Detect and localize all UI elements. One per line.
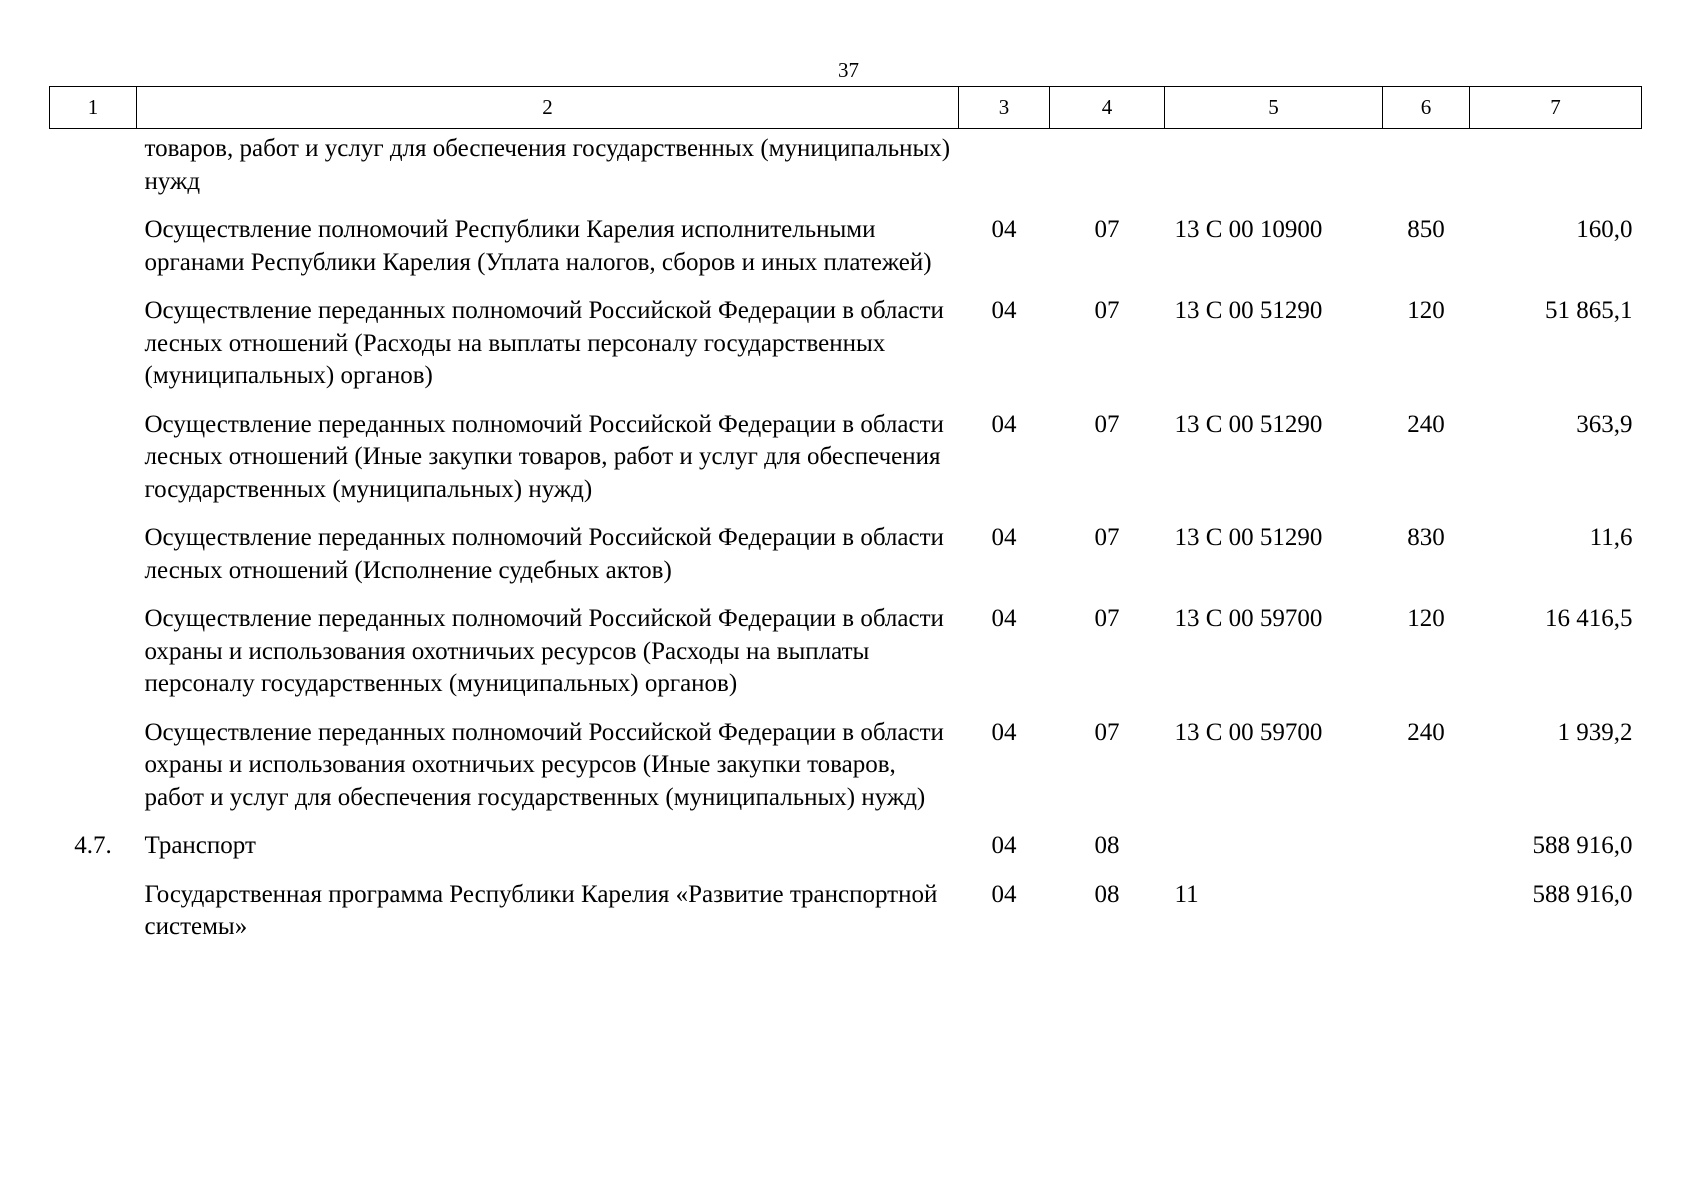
column-header-4: 4 [1050, 87, 1165, 129]
subsection-code: 07 [1094, 297, 1120, 324]
column-header-5: 5 [1165, 87, 1383, 129]
subsection-code: 07 [1094, 410, 1120, 438]
table-row [50, 214, 1642, 295]
expense-type-code [1383, 879, 1470, 960]
row-description: Осуществление переданных полномочий Российской Федерации в области охраны и использования охотничьих ресурсов (Иные закупки товаров, работ и услуг для обеспечения государственных (муниципальных) нужд) [144, 718, 944, 811]
row-description: Транспорт [144, 832, 256, 859]
row-amount: 51 865,1 [1545, 297, 1633, 324]
row-description: Осуществление полномочий Республики Карелия исполнительными органами Республики Карелия (Уплата налогов, сборов и иных платежей) [144, 216, 932, 276]
expense-type-code: 120 [1407, 605, 1445, 632]
row-amount: 363,9 [1576, 410, 1633, 438]
table-row [50, 717, 1642, 831]
row-number: 4.7. [74, 832, 112, 859]
table-row [50, 129, 1642, 215]
table-row [50, 522, 1642, 603]
row-amount [1470, 129, 1642, 215]
row-number [50, 603, 137, 717]
table-row [50, 409, 1642, 523]
target-article-code: 13 С 00 51290 [1174, 410, 1323, 438]
row-description: Осуществление переданных полномочий Российской Федерации в области лесных отношений (Расходы на выплаты персоналу государственных (муниципальных) органов) [144, 297, 944, 389]
target-article-code: 11 [1174, 880, 1199, 908]
table-header [50, 87, 1642, 129]
expense-type-code: 240 [1407, 718, 1445, 746]
table-row [50, 879, 1642, 960]
row-description: Государственная программа Республики Карелия «Развитие транспортной системы» [144, 880, 938, 940]
column-header-1: 1 [50, 87, 137, 129]
expense-type-code: 830 [1407, 524, 1445, 551]
expense-type-code [1383, 830, 1470, 879]
section-code: 04 [991, 718, 1017, 746]
row-amount: 16 416,5 [1545, 605, 1633, 632]
target-article-code: 13 С 00 51290 [1174, 297, 1323, 324]
row-description: Осуществление переданных полномочий Российской Федерации в области лесных отношений (Иные закупки товаров, работ и услуг для обеспечения государственных (муниципальных) нужд) [144, 410, 944, 503]
budget-table [49, 86, 1642, 960]
row-number [50, 879, 137, 960]
row-number [50, 295, 137, 409]
row-number [50, 522, 137, 603]
subsection-code: 08 [1094, 832, 1120, 859]
column-header-6: 6 [1383, 87, 1470, 129]
subsection-code: 07 [1094, 718, 1120, 746]
row-number [50, 214, 137, 295]
column-header-3: 3 [959, 87, 1050, 129]
section-code: 04 [991, 880, 1017, 908]
column-header-2: 2 [137, 87, 959, 129]
row-description: товаров, работ и услуг для обеспечения государственных (муниципальных) нужд [144, 135, 951, 195]
section-code: 04 [991, 297, 1017, 324]
table-row [50, 830, 1642, 879]
subsection-code: 07 [1094, 605, 1120, 632]
target-article-code: 13 С 00 10900 [1174, 216, 1323, 243]
target-article-code: 13 С 00 51290 [1174, 524, 1323, 551]
column-header-7: 7 [1470, 87, 1642, 129]
section-code: 04 [991, 410, 1017, 438]
row-description: Осуществление переданных полномочий Российской Федерации в области охраны и использования охотничьих ресурсов (Расходы на выплаты персоналу государственных (муниципальных) органов) [144, 605, 944, 697]
table-row [50, 603, 1642, 717]
row-description: Осуществление переданных полномочий Российской Федерации в области лесных отношений (Исполнение судебных актов) [144, 524, 944, 584]
row-amount: 588 916,0 [1532, 880, 1633, 908]
table-row [50, 295, 1642, 409]
target-article-code: 13 С 00 59700 [1174, 718, 1323, 746]
row-number [50, 409, 137, 523]
row-amount: 588 916,0 [1532, 832, 1633, 859]
target-article-code [1165, 129, 1383, 215]
expense-type-code: 240 [1407, 410, 1445, 438]
section-code: 04 [991, 524, 1017, 551]
expense-type-code: 120 [1407, 297, 1445, 324]
expense-type-code [1383, 129, 1470, 215]
row-amount: 1 939,2 [1557, 718, 1633, 746]
row-number [50, 717, 137, 831]
subsection-code: 07 [1094, 524, 1120, 551]
target-article-code: 13 С 00 59700 [1174, 605, 1323, 632]
page-number: 37 [838, 58, 859, 82]
subsection-code: 08 [1094, 880, 1120, 908]
section-code: 04 [991, 605, 1017, 632]
section-code: 04 [991, 832, 1017, 859]
target-article-code [1165, 830, 1383, 879]
table-body [50, 129, 1642, 960]
row-amount: 11,6 [1589, 524, 1633, 551]
row-amount: 160,0 [1576, 216, 1633, 243]
expense-type-code: 850 [1407, 216, 1445, 243]
subsection-code: 07 [1094, 216, 1120, 243]
section-code [959, 129, 1050, 215]
subsection-code [1050, 129, 1165, 215]
row-number [50, 129, 137, 215]
section-code: 04 [991, 216, 1017, 243]
